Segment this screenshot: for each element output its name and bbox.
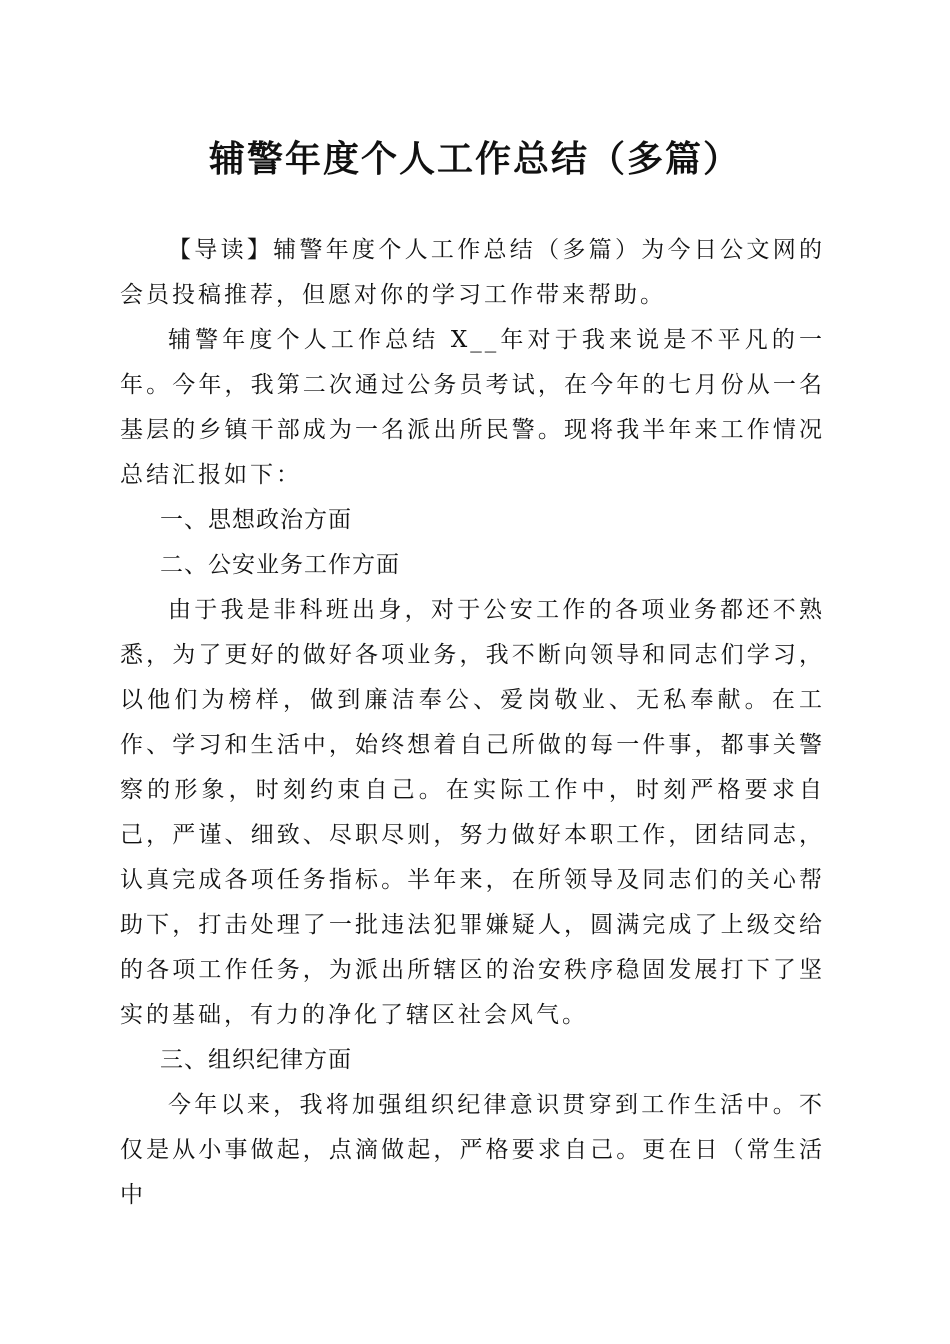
section-heading-3: 三、组织纪律方面 (160, 1047, 352, 1073)
discipline-paragraph: 今年以来，我将加强组织纪律意识贯穿到工作生活中。不仅是从小事做起，点滴做起，严格要求自己。更在日（常生活中 (120, 1092, 825, 1208)
document-body (120, 228, 825, 1218)
police-work-paragraph: 由于我是非科班出身，对于公安工作的各项业务都还不熟悉，为了更好的做好各项业务，我不断向领导和同志们学习，以他们为榜样，做到廉洁奉公、爱岗敬业、无私奉献。在工作、学习和生活中，始终想着自己所做的每一件事，都事关警察的形象，时刻约束自己。在实际工作中，时刻严格要求自己，严谨、细致、尽职尽则，努力做好本职工作，团结同志，认真完成各项任务指标。半年来，在所领导及同志们的关心帮助下，打击处理了一批违法犯罪嫌疑人，圆满完成了上级交给的各项工作任务，为派出所辖区的治安秩序稳固发展打下了坚实的基础，有力的净化了辖区社会风气。 (120, 597, 825, 1028)
opening-paragraph: 辅警年度个人工作总结 X__年对于我来说是不平凡的一年。今年，我第二次通过公务员考试，在今年的七月份从一名基层的乡镇干部成为一名派出所民警。现将我半年来工作情况总结汇报如下： (120, 327, 825, 488)
section-heading-1: 一、思想政治方面 (160, 507, 352, 533)
intro-paragraph: 【导读】辅警年度个人工作总结（多篇）为今日公文网的会员投稿推荐，但愿对你的学习工作带来帮助。 (120, 237, 825, 308)
document-title: 辅警年度个人工作总结（多篇） (208, 139, 741, 180)
section-heading-2: 二、公安业务工作方面 (160, 552, 400, 578)
